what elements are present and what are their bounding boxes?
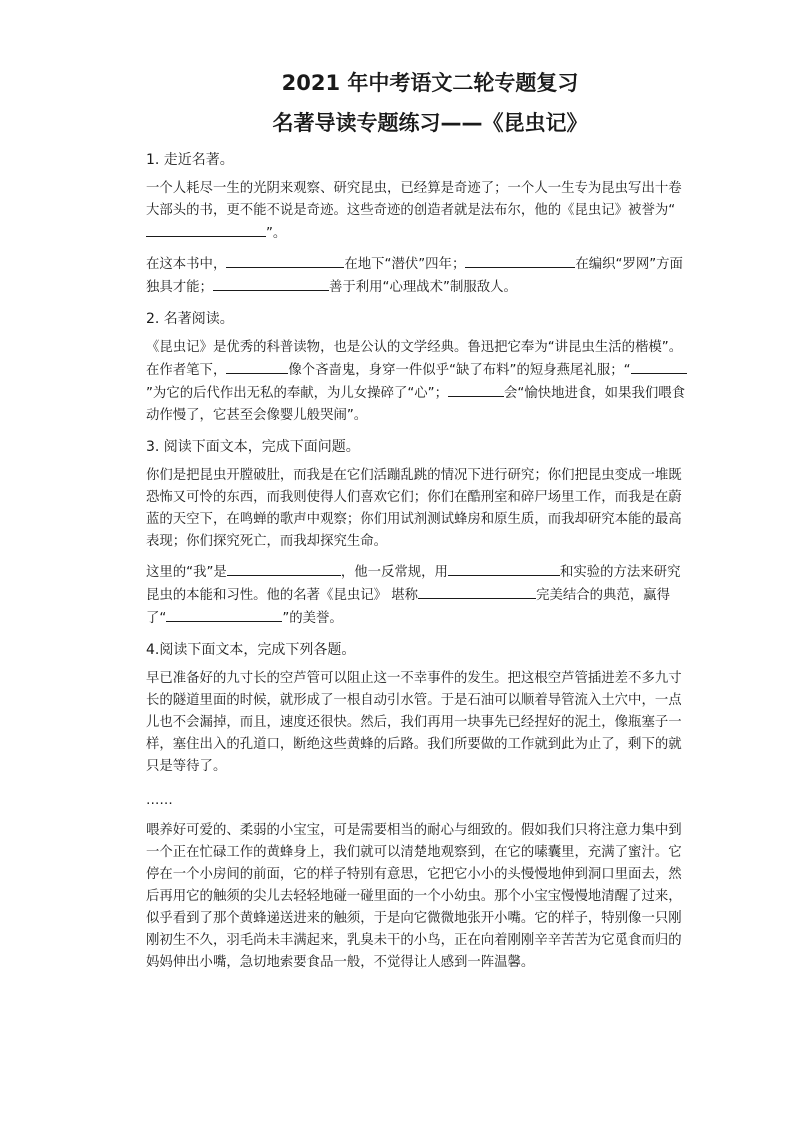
q1-text-c: 在编织“罗网”方面独具才能；	[146, 257, 683, 295]
question-4-ellipsis: ……	[146, 793, 173, 808]
document-subtitle: 名著导读专题练习——《昆虫记》	[272, 111, 588, 135]
answer-blank[interactable]	[631, 359, 687, 374]
answer-blank[interactable]	[213, 276, 329, 291]
q2-text-d: 会“愉快地进食，如果我们喂食动作慢了，它甚至会像婴儿般哭闹”。	[146, 386, 686, 423]
q2-text-a: 《昆虫记》是优秀的科普读物，也是公认的文学经典。鲁迅把它奉为“讲昆虫生活的楷模”。在作者笔下，	[146, 340, 683, 378]
question-2-paragraph	[146, 337, 690, 427]
question-3-heading: 3. 阅读下面文本，完成下面问题。	[146, 439, 360, 455]
question-3-passage: 你们是把昆虫开膛破肚，而我是在它们活蹦乱跳的情况下进行研究；你们把昆虫变成一堆既恐怖又可怜的东西，而我则使得人们喜欢它们；你们在酷刑室和碎尸场里工作，而我是在蔚蓝的天空下，在鸣蝉的歌声中观察；你们用试剂测试蜂房和原生质，而我却研究本能的最高表现；你们探究死亡，而我却探究生命。	[146, 468, 682, 549]
q3-text-d: 完美结合的典范，赢得了“	[146, 588, 670, 626]
question-4-passage-2: 喂养好可爱的、柔弱的小宝宝，可是需要相当的耐心与细致的。假如我们只将注意力集中到一个正在忙碌工作的黄蜂身上，我们就可以清楚地观察到，在它的嗉囊里，充满了蜜汁。它停在一个小房间的前面，它的样子特别有意思，它把它小小的头慢慢地伸到洞口里面去，然后再用它的触须的尖儿去轻轻地碰一碰里面的一个小幼虫。那个小宝宝慢慢地清醒了过来，似乎看到了那个黄蜂递送进来的触须，于是向它微微地张开小嘴。它的样子，特别像一只刚刚初生不久，羽毛尚未丰满起来，乳臭未干的小鸟，正在向着刚刚辛辛苦苦为它觅食而归的妈妈伸出小嘴，急切地索要食品一般，不觉得让人感到一阵温馨。	[146, 823, 682, 970]
q1-text-d: 善于利用“心理战术”制服敌人。	[328, 280, 517, 295]
question-1-heading: 1. 走近名著。	[146, 152, 234, 168]
question-2-heading: 2. 名著阅读。	[146, 311, 234, 327]
q1-text-a: 在这本书中，	[146, 257, 227, 272]
question-1-paragraph-2	[146, 253, 690, 299]
q1-text: 一个人耗尽一生的光阴来观察、研究昆虫，已经算是奇迹了；一个人一生专为昆虫写出十卷大部头的书，更不能不说是奇迹。这些奇迹的创造者就是法布尔，他的《昆虫记》被誉为“	[146, 181, 682, 218]
q3-text-a: 这里的“我”是	[146, 565, 227, 580]
answer-blank[interactable]	[166, 607, 282, 622]
q3-text-e: ”的美誉。	[282, 611, 343, 626]
answer-blank[interactable]	[465, 253, 575, 268]
question-4-heading: 4.阅读下面文本，完成下列各题。	[146, 642, 356, 658]
q3-text-b: ，他一反常规，用	[340, 565, 448, 580]
answer-blank[interactable]	[448, 561, 560, 576]
q2-text-c: ”为它的后代作出无私的奉献，为儿女操碎了“心”；	[146, 386, 449, 401]
q3-text-c: 和实验的方法来研究昆虫的本能和习性。他的名著《昆虫记》 堪称	[146, 565, 681, 603]
q2-text-b: 像个吝啬鬼，身穿一件似乎“缺了布料”的短身燕尾礼服；“	[288, 363, 631, 378]
q1-text-end: ”。	[266, 226, 287, 241]
answer-blank[interactable]	[226, 359, 288, 374]
question-3-prompt	[146, 561, 690, 630]
q1-text-b: 在地下“潜伏”四年；	[344, 257, 466, 272]
answer-blank[interactable]	[448, 382, 504, 397]
answer-blank[interactable]	[227, 561, 341, 576]
answer-blank[interactable]	[226, 253, 344, 268]
question-1-paragraph-1	[146, 178, 690, 245]
answer-blank[interactable]	[146, 222, 266, 237]
question-4-passage-1: 早已准备好的九寸长的空芦管可以阻止这一不幸事件的发生。把这根空芦管插进差不多九寸长的隧道里面的时候，就形成了一根自动引水管。于是石油可以顺着导管流入土穴中，一点儿也不会漏掉，而且，速度还很快。然后，我们再用一块事先已经捏好的泥土，像瓶塞子一样，塞住出入的孔道口，断绝这些黄蜂的后路。我们所要做的工作就到此为止了，剩下的就只是等待了。	[146, 671, 682, 774]
answer-blank[interactable]	[418, 584, 536, 599]
document-title: 2021 年中考语文二轮专题复习	[281, 71, 579, 95]
